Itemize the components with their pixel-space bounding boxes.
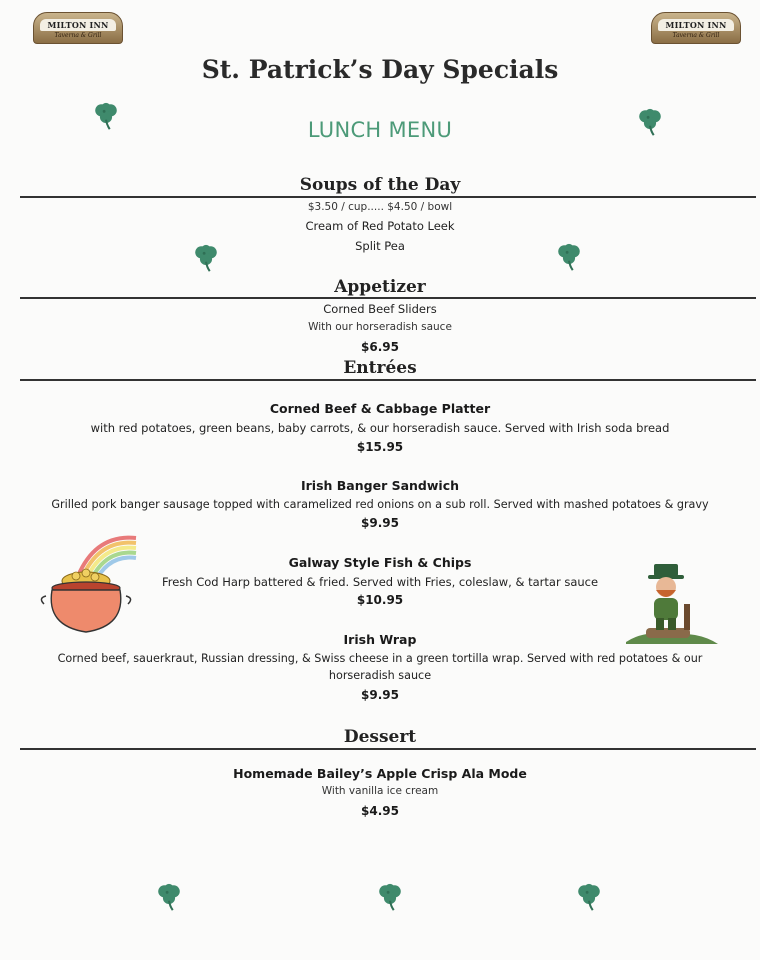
logo-right	[651, 12, 741, 44]
entree-desc: with red potatoes, green beans, baby carrots, & our horseradish sauce. Served with Irish soda bread	[90, 421, 670, 435]
dessert-desc: With vanilla ice cream	[321, 785, 439, 797]
divider	[20, 196, 756, 198]
soup-prices: $3.50 / cup..... $4.50 / bowl	[307, 201, 453, 213]
divider	[20, 297, 756, 299]
appetizer-desc: With our horseradish sauce	[308, 321, 452, 333]
dessert-price: $4.95	[361, 804, 399, 818]
entree-name: Corned Beef & Cabbage Platter	[269, 401, 491, 416]
shamrock-icon	[636, 107, 664, 137]
appetizer-name: Corned Beef Sliders	[323, 302, 437, 316]
entree-name: Galway Style Fish & Chips	[288, 555, 472, 570]
entree-desc: Corned beef, sauerkraut, Russian dressing, & Swiss cheese in a green tortilla wrap. Served with red potatoes & our	[57, 652, 703, 665]
entree-desc: Grilled pork banger sausage topped with caramelized red onions on a sub roll. Served with mashed potatoes & gravy	[51, 498, 709, 511]
entree-price: $9.95	[361, 516, 399, 530]
appetizer-heading: Appetizer	[334, 277, 426, 297]
logo-name: MILTON INN	[658, 19, 734, 31]
dessert-heading: Dessert	[343, 727, 417, 747]
entree-price: $15.95	[356, 440, 404, 454]
page-title: St. Patrick’s Day Specials	[201, 55, 559, 84]
shamrock-icon	[575, 882, 603, 912]
divider	[20, 379, 756, 381]
menu-subtitle: LUNCH MENU	[307, 118, 453, 142]
entree-price: $10.95	[356, 593, 404, 607]
shamrock-icon	[155, 882, 183, 912]
entree-price: $9.95	[361, 688, 399, 702]
logo-tagline: Taverna & Grill	[54, 32, 102, 39]
leprechaun-icon	[624, 560, 720, 648]
pot-of-gold-icon	[38, 526, 140, 638]
logo-name: MILTON INN	[40, 19, 116, 31]
appetizer-price: $6.95	[361, 340, 399, 354]
soup-item: Split Pea	[355, 239, 405, 253]
entree-desc: Fresh Cod Harp battered & fried. Served with Fries, coleslaw, & tartar sauce	[161, 575, 599, 589]
entree-name: Irish Banger Sandwich	[300, 478, 460, 493]
shamrock-icon	[376, 882, 404, 912]
soup-item: Cream of Red Potato Leek	[305, 219, 455, 233]
entree-desc-continued: horseradish sauce	[328, 669, 432, 682]
entrees-heading: Entrées	[343, 358, 417, 378]
soups-heading: Soups of the Day	[299, 175, 461, 195]
entree-name: Irish Wrap	[343, 632, 417, 647]
logo-left	[33, 12, 123, 44]
shamrock-icon	[92, 101, 120, 131]
divider	[20, 748, 756, 750]
logo-tagline: Taverna & Grill	[672, 32, 720, 39]
dessert-name: Homemade Bailey’s Apple Crisp Ala Mode	[233, 766, 527, 781]
